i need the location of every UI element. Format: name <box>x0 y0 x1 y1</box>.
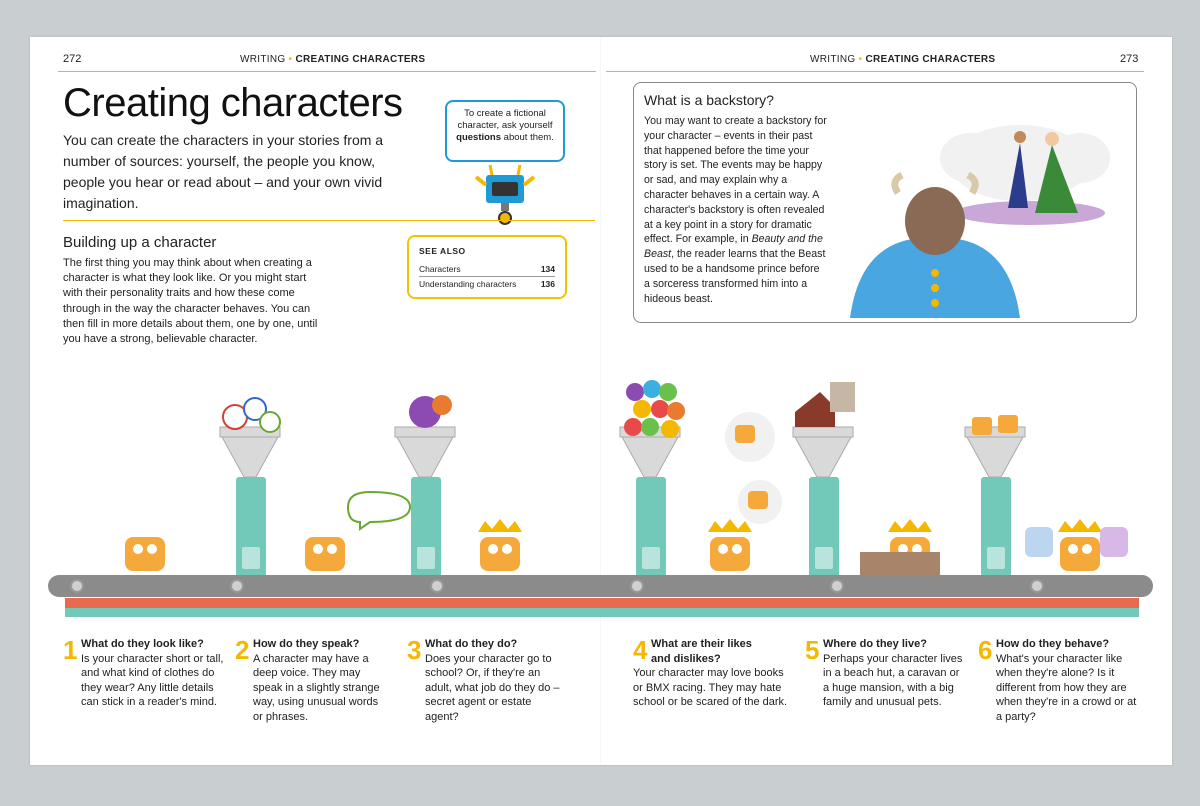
step-question: How do they behave? <box>996 638 1110 650</box>
step-question: What do they look like? <box>81 638 204 650</box>
step-number: 3 <box>407 635 422 665</box>
step-5 <box>805 637 965 710</box>
see-also-label: Understanding characters <box>419 279 517 289</box>
backstory-text-1: You may want to create a backstory for your character – events in their past that happened before the time your story is set. The events may be happy or sad, and may explain why a character behaves in a certain way. A character's backstory is often revealed at a key point in a story for dramatic effect. For example, in <box>644 115 827 246</box>
header-rule-right <box>606 71 1144 72</box>
section-label: WRITING <box>810 54 856 65</box>
intro-text: You can create the characters in your stories from a number of sources: yourself, the people you know, people you hear or read about – and your own vivid imagination. <box>63 132 384 211</box>
step-number: 2 <box>235 635 250 665</box>
backstory-box <box>633 82 1137 323</box>
belt-roller <box>630 579 644 593</box>
step-question: How do they speak? <box>253 638 360 650</box>
see-also-label: Characters <box>419 264 461 274</box>
header-rule-left <box>58 71 596 72</box>
backstory-text-2: , the reader learns that the Beast used to be a handsome prince before a sorceress transformed him into a hideous beast. <box>644 248 826 305</box>
belt-base-teal <box>65 608 1139 617</box>
header-separator: • <box>288 54 293 65</box>
step-answer: Perhaps your character lives in a beach hut, a caravan or a huge mansion, with a big family and unusual pets. <box>823 652 963 709</box>
page-title: Creating characters <box>63 81 403 125</box>
see-also-page: 136 <box>540 279 555 289</box>
step-answer: Does your character go to school? Or, if they're an adult, what job do they do – secret agent or estate agent? <box>425 652 560 723</box>
step-answer: Your character may love books or BMX racing. They may hate school or be scared of the dark. <box>633 667 788 709</box>
see-also-title: SEE ALSO <box>419 246 466 256</box>
step-4 <box>633 637 791 710</box>
step-number: 4 <box>633 635 648 665</box>
step-answer: A character may have a deep voice. They may speak in a slightly strange way, using unusual words or phrases. <box>253 652 380 723</box>
left-running-header <box>240 54 425 65</box>
step-answer: What's your character like when they're alone? Is it different from how they are when they're in a crowd or at a party? <box>996 652 1137 723</box>
step-number: 1 <box>63 635 78 665</box>
see-also-page: 134 <box>540 264 555 274</box>
bubble-bold: questions <box>456 132 502 143</box>
character-machine-illustration <box>30 337 1172 582</box>
step-3 <box>407 637 567 725</box>
backstory-text <box>644 114 827 306</box>
topic-label: CREATING CHARACTERS <box>865 54 996 65</box>
belt-roller <box>230 579 244 593</box>
section-rule <box>63 220 595 221</box>
belt-roller <box>1030 579 1044 593</box>
step-2 <box>235 637 385 725</box>
step-question: What do they do? <box>425 638 518 650</box>
see-also-item[interactable] <box>419 262 555 277</box>
step-1 <box>63 637 228 710</box>
conveyor-belt <box>48 575 1153 597</box>
beauty-and-beast-illustration <box>830 103 1130 318</box>
backstory-title-italic: Beauty and the Beast <box>644 233 823 261</box>
step-answer: Is your character short or tall, and what kind of clothes do they wear? Any little details can stick in a reader's mind. <box>81 652 224 709</box>
robot-speech-bubble <box>445 100 565 162</box>
header-separator: • <box>858 54 863 65</box>
building-heading: Building up a character <box>63 234 217 251</box>
belt-base-red <box>65 598 1139 608</box>
bubble-text-end: about them. <box>501 132 554 143</box>
step-question: What are their likes and dislikes? <box>651 638 752 665</box>
bubble-text: To create a fictional character, ask yourself <box>457 108 553 131</box>
step-number: 5 <box>805 635 820 665</box>
belt-roller <box>830 579 844 593</box>
topic-label: CREATING CHARACTERS <box>295 54 426 65</box>
belt-roller <box>430 579 444 593</box>
step-6 <box>978 637 1138 725</box>
blue-robot-illustration <box>470 155 540 227</box>
backstory-heading: What is a backstory? <box>644 92 774 108</box>
step-number: 6 <box>978 635 993 665</box>
building-text: The first thing you may think about when creating a character is what they look like. Or you might start with their personality traits and how these come through in the way the character behaves. You can then fill in more details about them, one by one, until you have a strong, believable character. <box>63 257 318 346</box>
section-label: WRITING <box>240 54 286 65</box>
see-also-item[interactable] <box>419 277 555 291</box>
left-page-number: 272 <box>63 53 82 65</box>
right-running-header <box>810 54 995 65</box>
see-also-box <box>407 235 567 299</box>
belt-roller <box>70 579 84 593</box>
step-question: Where do they live? <box>823 638 927 650</box>
book-spread <box>30 37 1172 765</box>
right-page-number: 273 <box>1120 53 1139 65</box>
